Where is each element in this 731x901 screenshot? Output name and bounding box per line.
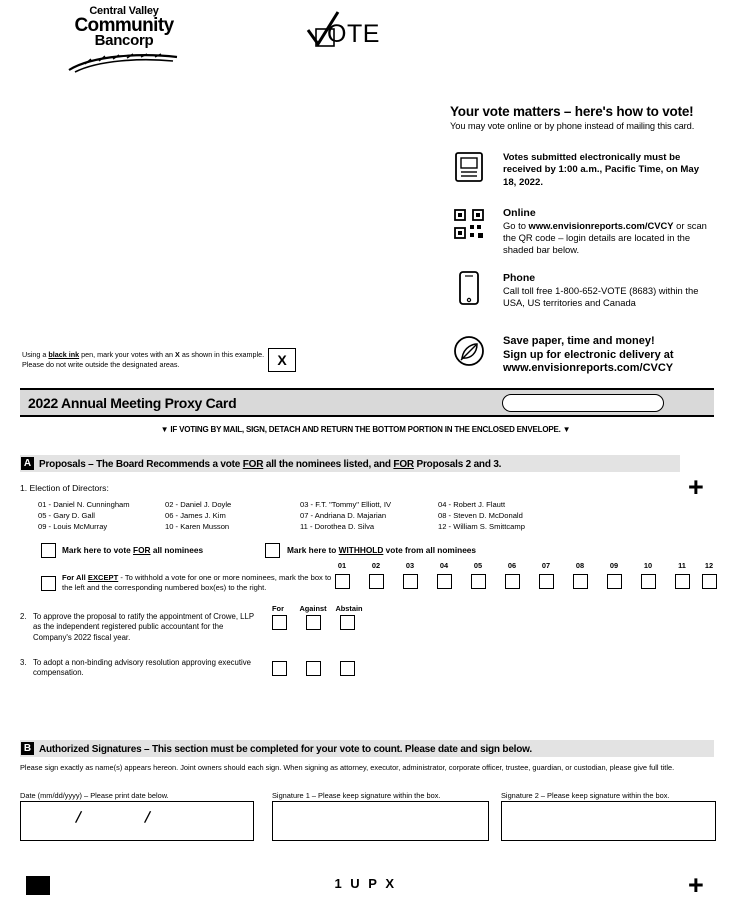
- vote-wordmark: [305, 10, 395, 52]
- marking-instructions-line2: Please do not write outside the designated areas.: [22, 360, 180, 370]
- proposal-2-number: 2.: [20, 612, 27, 621]
- online-text-post: or scan the QR code – login details are located in the shaded bar below.: [503, 220, 707, 256]
- section-a-title-pre: Proposals – The Board Recommends a vote: [39, 459, 243, 470]
- ballot-document-icon: [452, 150, 486, 189]
- vote-matters-subtitle: You may vote online or by phone instead of mailing this card.: [450, 121, 695, 131]
- section-b-letter: B: [21, 742, 34, 755]
- vote-for-all-checkbox[interactable]: [41, 543, 56, 558]
- save-paper-line2[interactable]: www.envisionreports.com/CVCY: [503, 362, 674, 374]
- nominee-06: 06 - James J. Kim: [165, 511, 226, 520]
- withhold-all-em: WITHHOLD: [338, 545, 384, 555]
- proposal-2-for-label: For: [272, 604, 284, 613]
- example-mark-x: X: [277, 352, 287, 368]
- proxy-card-title-bar: [20, 388, 714, 417]
- online-heading: Online: [503, 207, 536, 219]
- company-logo: [63, 6, 185, 77]
- column-number-03: 03: [405, 561, 415, 570]
- qr-code-icon: [452, 207, 486, 246]
- logo-line-2: Community: [74, 15, 174, 36]
- withhold-all-post: vote from all nominees: [383, 545, 477, 555]
- column-number-05: 05: [473, 561, 483, 570]
- vote-for-all-label: [62, 545, 203, 555]
- save-paper-line1: Sign up for electronic delivery at: [503, 349, 674, 361]
- vote-instructions-panel: [450, 104, 725, 131]
- vote-all-for: FOR: [133, 545, 151, 555]
- column-number-11: 11: [678, 561, 686, 570]
- nominee-11: 11 - Dorothea D. Silva: [300, 522, 375, 531]
- section-b-title: Authorized Signatures – This section must be completed for your vote to count. Please date and sign below.: [39, 744, 532, 755]
- logo-line-3: Bancorp: [94, 32, 154, 49]
- nominee-except-checkbox-02[interactable]: [369, 574, 384, 589]
- nominee-except-checkbox-07[interactable]: [539, 574, 554, 589]
- proposal-3-number: 3.: [20, 658, 27, 667]
- vote-all-pre: Mark here to vote: [62, 545, 134, 555]
- online-url[interactable]: www.envisionreports.com/CVCY: [528, 220, 674, 231]
- proposal-3-text: To adopt a non-binding advisory resolution approving executive compensation.: [33, 658, 252, 678]
- nominee-05: 05 - Gary D. Gall: [38, 511, 95, 520]
- proposal-3-for-checkbox[interactable]: [272, 661, 287, 676]
- election-heading: 1. Election of Directors:: [20, 483, 109, 493]
- nominee-except-checkbox-12[interactable]: [702, 574, 717, 589]
- nominee-except-checkbox-01[interactable]: [335, 574, 350, 589]
- instr-pre: Using a: [22, 350, 49, 359]
- marking-instructions: [22, 350, 272, 371]
- section-a-for-1: FOR: [242, 459, 264, 470]
- proposal-2-abstain-label: Abstain: [335, 604, 363, 613]
- nominee-except-checkbox-11[interactable]: [675, 574, 690, 589]
- alignment-plus-top-right: +: [688, 472, 704, 502]
- proposal-3-abstain-checkbox[interactable]: [340, 661, 355, 676]
- section-a-title-mid: all the nominees listed, and: [263, 459, 394, 470]
- column-number-08: 08: [575, 561, 585, 570]
- nominee-except-checkbox-10[interactable]: [641, 574, 656, 589]
- column-number-09: 09: [609, 561, 619, 570]
- except-label-except: EXCEPT: [87, 573, 119, 582]
- form-code: 1 U P X: [334, 876, 397, 891]
- nominee-except-checkbox-09[interactable]: [607, 574, 622, 589]
- nominee-except-checkbox-03[interactable]: [403, 574, 418, 589]
- nominee-04: 04 - Robert J. Flautt: [438, 500, 506, 509]
- nominee-03: 03 - F.T. "Tommy" Elliott, IV: [300, 500, 392, 509]
- example-mark-box: [268, 348, 296, 372]
- nominee-except-checkbox-05[interactable]: [471, 574, 486, 589]
- electronic-deadline-text: Votes submitted electronically must be received by 1:00 a.m., Pacific Time, on May 18, 2022.: [503, 152, 700, 188]
- wheat-swoosh-icon: [63, 51, 185, 77]
- for-all-except-checkbox[interactable]: [41, 576, 56, 591]
- signature-2-label: Signature 2 – Please keep signature within the box.: [501, 791, 670, 800]
- nominee-10: 10 - Karen Musson: [165, 522, 230, 531]
- vote-all-post: all nominees: [150, 545, 204, 555]
- phone-heading: Phone: [503, 272, 536, 284]
- section-a-letter: A: [21, 457, 34, 470]
- withhold-all-checkbox[interactable]: [265, 543, 280, 558]
- proposal-2-for-checkbox[interactable]: [272, 615, 287, 630]
- section-a-for-2: FOR: [393, 459, 414, 470]
- nominee-07: 07 - Andriana D. Majarian: [300, 511, 387, 520]
- date-separator-2: /: [143, 807, 152, 828]
- column-number-10: 10: [643, 561, 653, 570]
- leaf-circle-icon: [452, 334, 486, 373]
- column-number-04: 04: [439, 561, 449, 570]
- page-title: 2022 Annual Meeting Proxy Card: [28, 395, 237, 411]
- column-number-12: 12: [704, 561, 714, 570]
- online-text: [503, 220, 715, 256]
- except-label-for-all: For All: [62, 573, 88, 582]
- nominee-08: 08 - Steven D. McDonald: [438, 511, 523, 520]
- nominee-except-checkbox-04[interactable]: [437, 574, 452, 589]
- for-all-except-label: [62, 573, 332, 594]
- date-label: Date (mm/dd/yyyy) – Please print date below.: [20, 791, 169, 800]
- column-number-02: 02: [371, 561, 381, 570]
- instr-black-ink: black ink: [48, 350, 80, 359]
- proposal-2-against-checkbox[interactable]: [306, 615, 321, 630]
- signature-2-box[interactable]: [501, 801, 716, 841]
- nominee-12: 12 - William S. Smittcamp: [438, 522, 525, 531]
- alignment-plus-bottom-right: +: [688, 870, 704, 900]
- column-number-07: 07: [541, 561, 551, 570]
- proposal-2-text: To approve the proposal to ratify the appointment of Crowe, LLP as the independent registered public accountant for the Company's 2022 fiscal year.: [33, 612, 254, 642]
- marking-instructions-line1: [22, 350, 272, 360]
- column-number-06: 06: [507, 561, 517, 570]
- date-input-box[interactable]: [20, 801, 254, 841]
- save-paper-heading: Save paper, time and money!: [503, 335, 655, 347]
- signature-1-box[interactable]: [272, 801, 489, 841]
- proposal-2-against-label: Against: [299, 604, 327, 613]
- nominee-09: 09 - Louis McMurray: [38, 522, 108, 531]
- instr-mid: pen, mark your votes with an: [79, 350, 176, 359]
- proposal-2-abstain-checkbox[interactable]: [340, 615, 355, 630]
- vote-matters-title: Your vote matters – here's how to vote!: [450, 104, 694, 119]
- phone-text: Call toll free 1-800-652-VOTE (8683) within the USA, US territories and Canada: [503, 285, 699, 309]
- nominee-except-checkbox-06[interactable]: [505, 574, 520, 589]
- detach-notice: ▼ IF VOTING BY MAIL, SIGN, DETACH AND RETURN THE BOTTOM PORTION IN THE ENCLOSED ENVELOPE. ▼: [160, 425, 571, 434]
- section-a-title: [39, 459, 501, 470]
- withhold-all-label: [287, 545, 476, 555]
- nominee-01: 01 - Daniel N. Cunningham: [38, 500, 130, 509]
- instr-post: as shown in this example.: [179, 350, 265, 359]
- mobile-phone-icon: [456, 270, 482, 311]
- column-number-01: 01: [337, 561, 347, 570]
- proposal-3-against-checkbox[interactable]: [306, 661, 321, 676]
- online-text-pre: Go to: [503, 220, 529, 231]
- signature-note: Please sign exactly as name(s) appears hereon. Joint owners should each sign. When signing as attorney, executor, administrator, corporate officer, trustee, guardian, or custodian, please give full title.: [20, 763, 675, 772]
- signature-1-label: Signature 1 – Please keep signature within the box.: [272, 791, 441, 800]
- vote-word-text: OTE: [327, 20, 380, 48]
- nominee-except-checkbox-08[interactable]: [573, 574, 588, 589]
- except-label-text: - To withhold a vote for one or more nominees, mark the box to the left and the corresponding numbered box(es) to the right.: [62, 573, 332, 593]
- control-number-field[interactable]: [502, 394, 664, 412]
- logo-line-1: Central Valley: [89, 5, 159, 17]
- instr-x: X: [175, 350, 180, 359]
- withhold-all-pre: Mark here to: [287, 545, 339, 555]
- section-a-title-post: Proposals 2 and 3.: [413, 459, 502, 470]
- date-separator-1: /: [74, 807, 83, 828]
- nominee-02: 02 - Daniel J. Doyle: [165, 500, 232, 509]
